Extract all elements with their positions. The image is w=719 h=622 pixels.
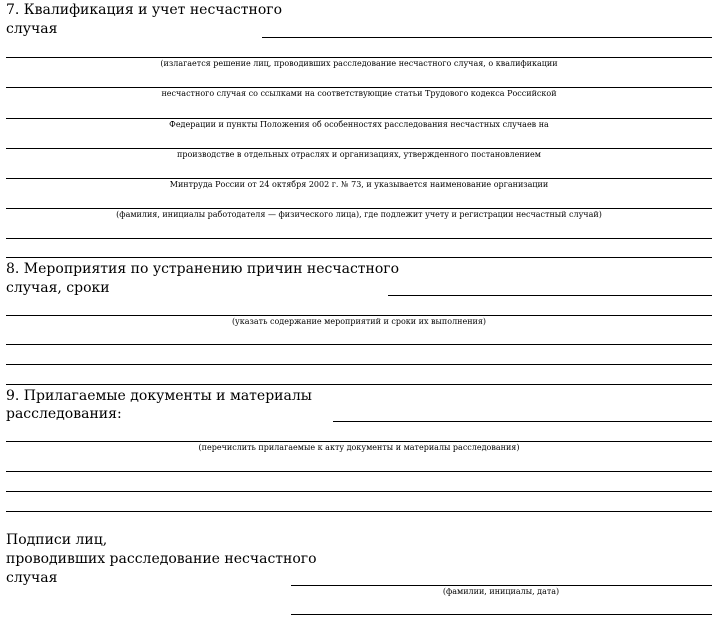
signature-line[interactable]: [291, 614, 712, 615]
form-line[interactable]: [6, 315, 712, 316]
form-line[interactable]: [6, 441, 712, 442]
section-7-heading-line-2: случая: [6, 21, 58, 37]
form-line[interactable]: [6, 257, 712, 258]
section-7-heading-line-1: 7. Квалификация и учет несчастного: [6, 2, 283, 18]
form-line[interactable]: [6, 178, 712, 179]
signatures-heading-line-3: случая: [6, 570, 58, 586]
form-line[interactable]: [6, 471, 712, 472]
section-8-heading-line-2: случая, сроки: [6, 280, 110, 296]
section-9-note: (перечислить прилагаемые к акту документы и материалы расследования): [198, 443, 520, 452]
form-line[interactable]: [6, 511, 712, 512]
section-9-heading-line-1: 9. Прилагаемые документы и материалы: [6, 388, 312, 404]
section-7-note-2: несчастного случая со ссылками на соответствующие статьи Трудового кодекса Российской: [161, 89, 557, 98]
signatures-heading-line-1: Подписи лиц,: [6, 532, 108, 548]
form-line[interactable]: [6, 87, 712, 88]
form-line[interactable]: [6, 384, 712, 385]
form-line[interactable]: [6, 208, 712, 209]
section-7-note-4: производстве в отдельных отраслях и организациях, утвержденного постановлением: [177, 150, 541, 159]
section-7-note-1: (излагается решение лиц, проводивших расследование несчастного случая, о квалификации: [160, 59, 558, 68]
form-line[interactable]: [6, 364, 712, 365]
section-8-note: (указать содержание мероприятий и сроки их выполнения): [231, 317, 487, 326]
form-line[interactable]: [6, 344, 712, 345]
form-line[interactable]: [6, 118, 712, 119]
form-line[interactable]: [6, 57, 712, 58]
section-7-note-6: (фамилия, инициалы работодателя — физического лица), где подлежит учету и регистрации несчастный случай): [116, 210, 602, 219]
section-9-input-line[interactable]: [333, 421, 712, 422]
signatures-note: (фамилии, инициалы, дата): [442, 587, 560, 596]
section-7-input-line[interactable]: [262, 37, 712, 38]
section-8-input-line[interactable]: [388, 295, 712, 296]
signature-line[interactable]: [291, 585, 712, 586]
form-line[interactable]: [6, 238, 712, 239]
section-8-heading-line-1: 8. Мероприятия по устранению причин несчастного: [6, 261, 400, 277]
signatures-heading-line-2: проводивших расследование несчастного: [6, 551, 317, 567]
section-9-heading-line-2: расследования:: [6, 406, 122, 422]
section-7-note-5: Минтруда России от 24 октября 2002 г. № 73, и указывается наименование организации: [169, 180, 549, 189]
section-7-note-3: Федерации и пункты Положения об особенностях расследования несчастных случаев на: [169, 120, 549, 129]
form-line[interactable]: [6, 491, 712, 492]
form-line[interactable]: [6, 148, 712, 149]
